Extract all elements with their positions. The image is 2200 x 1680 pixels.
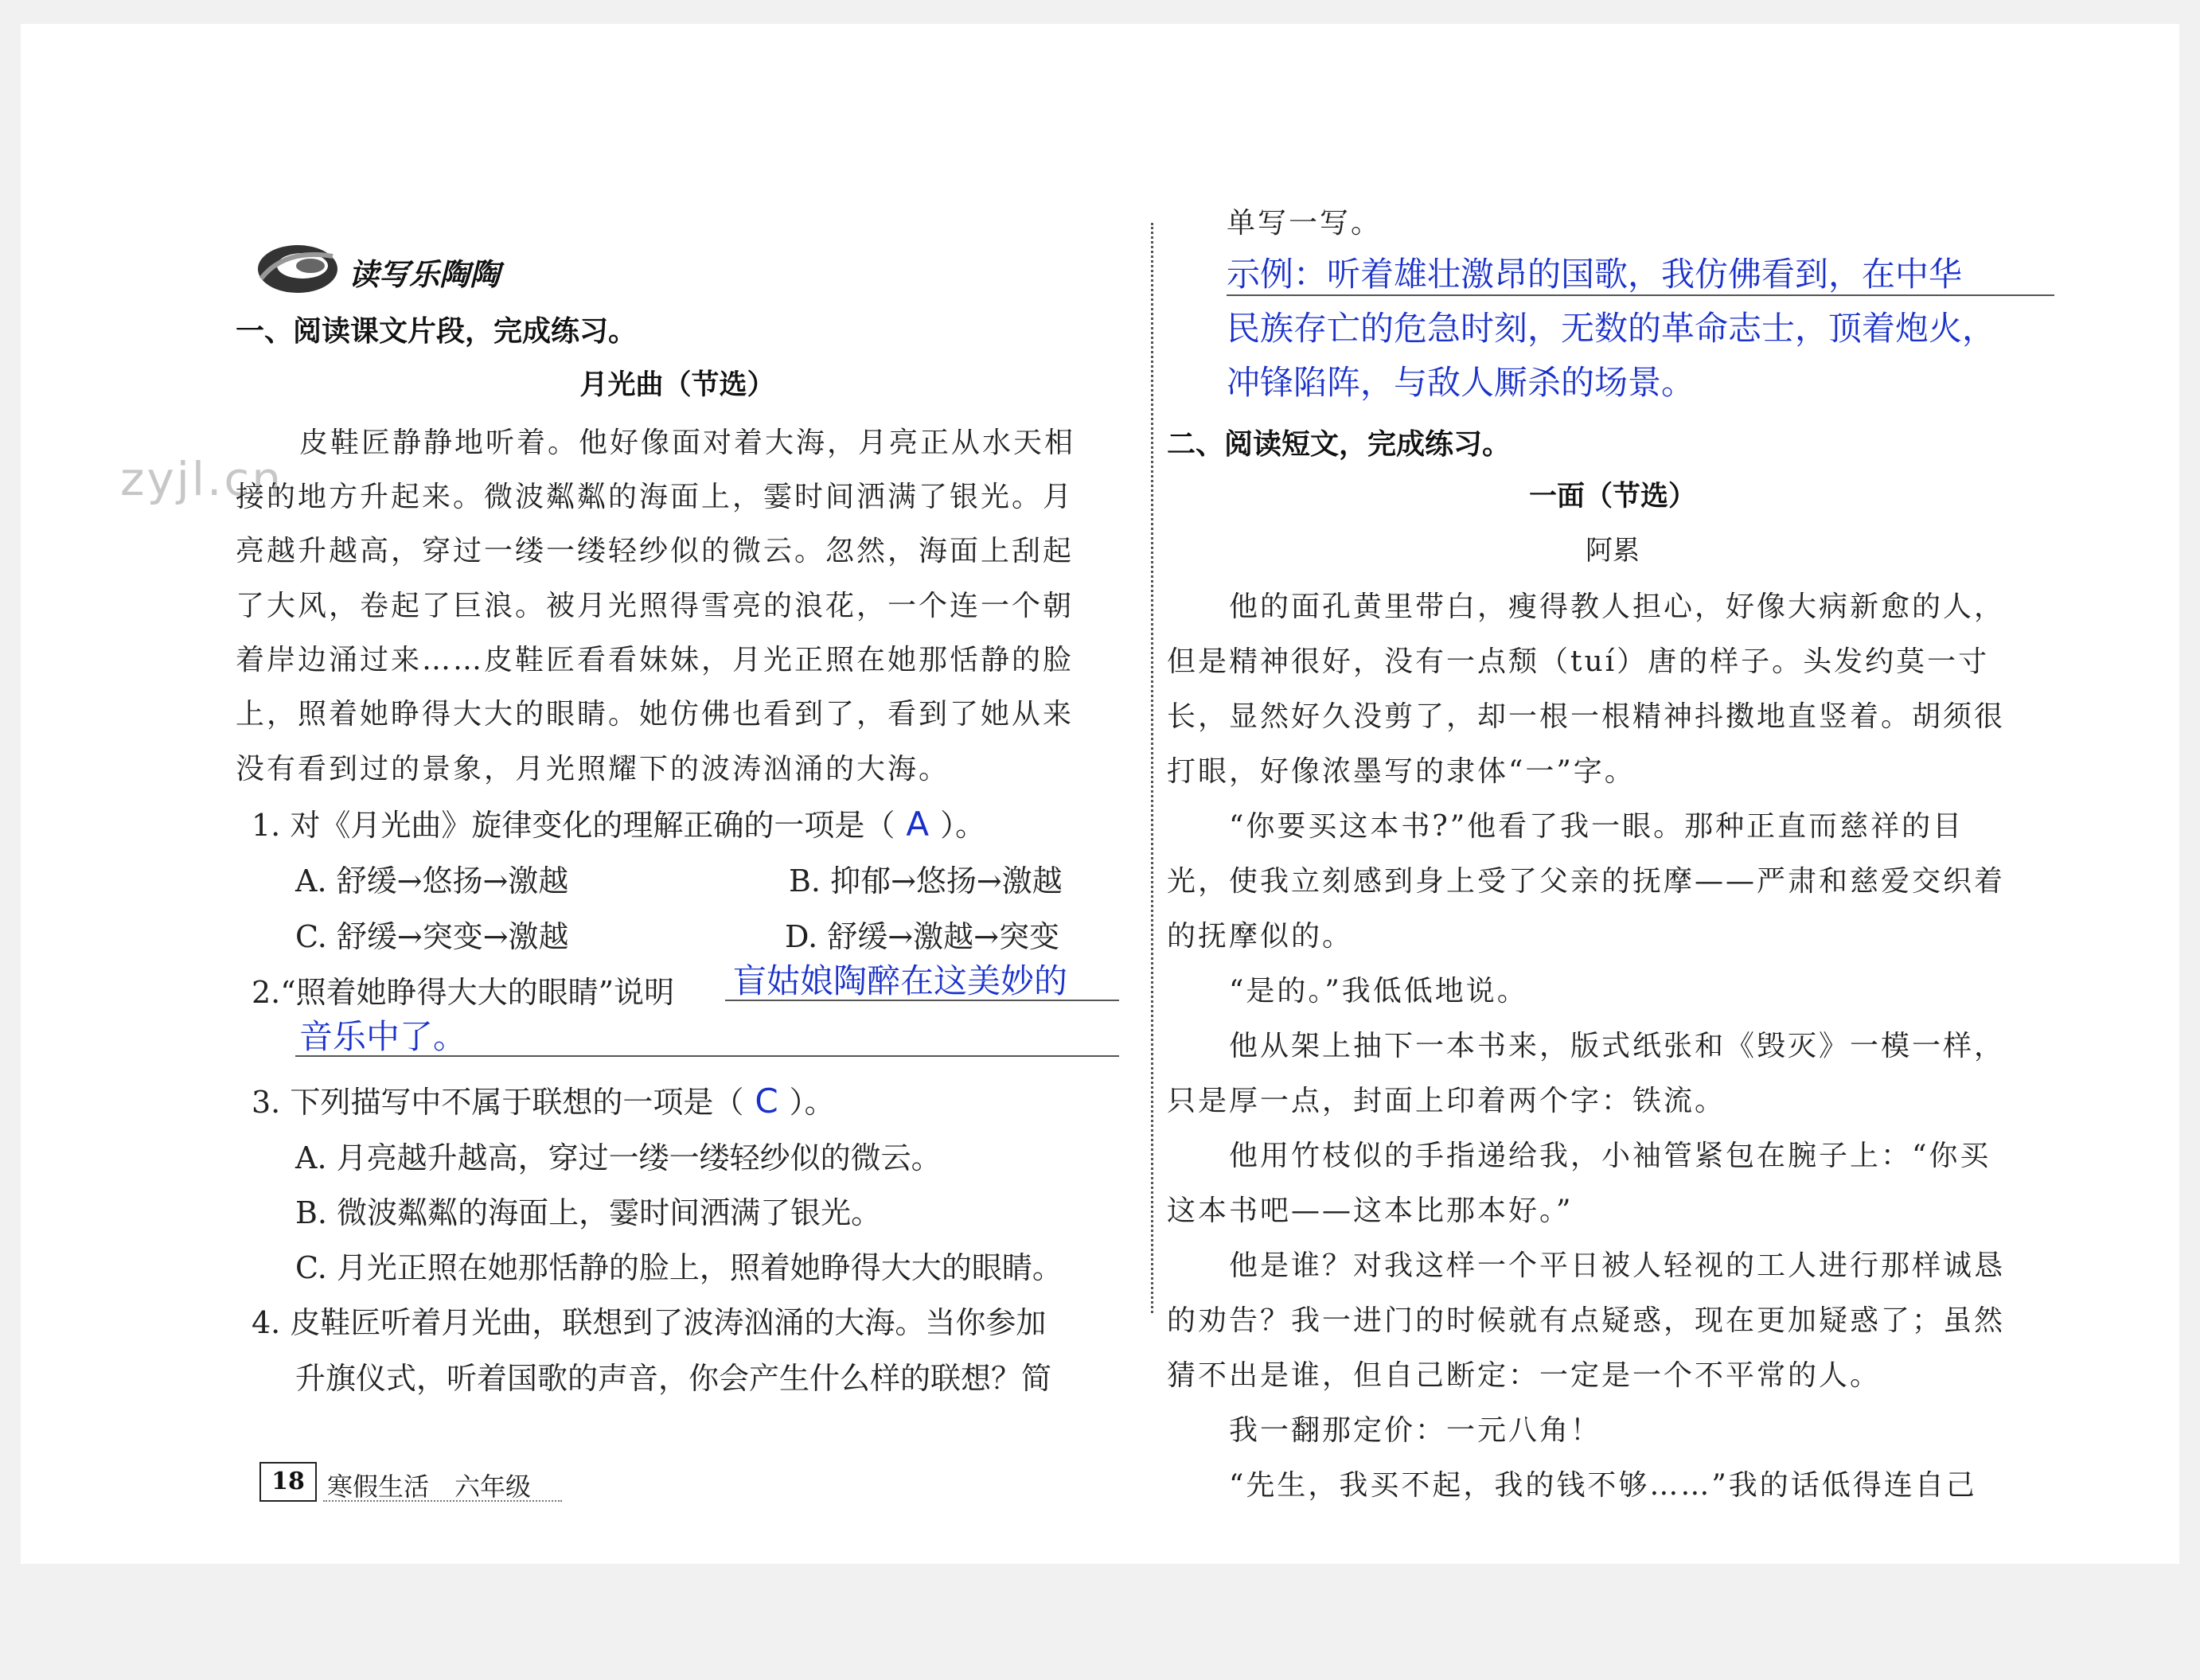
question-1-suffix: ）。 — [940, 808, 986, 843]
question-1-option-b: B. 抑郁→悠扬→激越 — [789, 863, 1063, 898]
passage-title-yimian: 一面（节选） — [1528, 481, 1696, 513]
section-heading-1: 一、阅读课文片段，完成练习。 — [236, 315, 638, 348]
page-number: 18 — [259, 1462, 317, 1502]
question-4-answer-line-3: 冲锋陷阵，与敌人厮杀的场景。 — [1227, 363, 1695, 402]
question-4-continuation: 单写一写。 — [1227, 207, 1383, 240]
question-3-suffix: ）。 — [789, 1085, 835, 1120]
passage-line: “先生，我买不起，我的钱不够……”我的话低得连自己 — [1229, 1469, 1977, 1502]
section-logo-title: 读写乐陶陶 — [349, 257, 501, 292]
question-3-option-c: C. 月光正照在她那恬静的脸上，照着她睁得大大的眼睛。 — [295, 1250, 1063, 1285]
passage-line: 上，照着她睁得大大的眼睛。她仿佛也看到了，看到了她从来 — [236, 698, 1075, 731]
question-2-answer-line-1: 盲姑娘陶醉在这美妙的 — [733, 961, 1068, 1000]
passage-line: 他从架上抽下一本书来，版式纸张和《毁灭》一模一样， — [1229, 1030, 2006, 1062]
workbook-page-spread — [21, 24, 2179, 1564]
section-logo — [253, 232, 524, 304]
watermark: zyjl.cn — [120, 452, 284, 506]
passage-line: 这本书吧——这本比那本好。” — [1167, 1195, 1574, 1227]
question-3-option-b: B. 微波粼粼的海面上，霎时间洒满了银光。 — [295, 1195, 882, 1230]
passage-line: 我一翻那定价：一元八角！ — [1229, 1414, 1602, 1447]
passage-line: 光，使我立刻感到身上受了父亲的抚摩——严肃和慈爱交织着 — [1167, 865, 2006, 898]
passage-author: 阿累 — [1586, 535, 1640, 567]
question-3 — [252, 1078, 835, 1121]
question-1-option-a: A. 舒缓→悠扬→激越 — [295, 863, 569, 898]
question-3-answer: C — [755, 1082, 778, 1121]
passage-line: 长，显然好久没剪了，却一根一根精神抖擞地直竖着。胡须很 — [1167, 700, 2006, 733]
answer-underline — [295, 1055, 1119, 1057]
passage-line: 的劝告？我一进门的时候就有点疑惑，现在更加疑惑了；虽然 — [1167, 1304, 2006, 1337]
passage-line: 没有看到过的景象，月光照耀下的波涛汹涌的大海。 — [236, 753, 950, 785]
passage-line: 只是厚一点，封面上印着两个字：铁流。 — [1167, 1085, 1726, 1117]
swirl-logo-icon — [253, 232, 345, 304]
passage-line: 的抚摩似的。 — [1167, 920, 1354, 953]
passage-line: 他用竹枝似的手指递给我，小袖管紧包在腕子上：“你买 — [1229, 1140, 1991, 1172]
passage-line: 猜不出是谁，但自己断定：一定是一个不平常的人。 — [1167, 1359, 1882, 1392]
passage-line: 了大风，卷起了巨浪。被月光照得雪亮的浪花，一个连一个朝 — [236, 590, 1075, 622]
passage-line: 打眼，好像浓墨写的隶体“一”字。 — [1167, 755, 1636, 788]
book-title: 寒假生活 六年级 — [327, 1471, 532, 1502]
question-2-answer-line-2: 音乐中了。 — [299, 1017, 467, 1056]
question-1-text: 1. 对《月光曲》旋律变化的理解正确的一项是（ — [252, 808, 895, 843]
question-1-answer: A — [906, 805, 930, 844]
passage-line: 他是谁？对我这样一个平日被人轻视的工人进行那样诚恳 — [1229, 1249, 2006, 1282]
passage-line: 皮鞋匠静静地听着。他好像面对着大海，月亮正从水天相 — [299, 427, 1076, 459]
passage-line: “你要买这本书?”他看了我一眼。那种正直而慈祥的目 — [1229, 810, 1964, 843]
passage-line: 亮越升越高，穿过一缕一缕轻纱似的微云。忽然，海面上刮起 — [236, 535, 1075, 567]
question-4-line-1: 4. 皮鞋匠听着月光曲，联想到了波涛汹涌的大海。当你参加 — [252, 1305, 1047, 1340]
question-1-option-c: C. 舒缓→突变→激越 — [295, 919, 569, 954]
question-4-answer-line-2: 民族存亡的危急时刻，无数的革命志士，顶着炮火， — [1227, 309, 1996, 348]
passage-line: 但是精神很好，没有一点颓（tuí）唐的样子。头发约莫一寸 — [1167, 645, 1990, 678]
question-2-text: 2.“照着她睁得大大的眼睛”说明 — [252, 975, 675, 1010]
question-3-option-a: A. 月亮越升越高，穿过一缕一缕轻纱似的微云。 — [295, 1140, 942, 1175]
passage-line: 着岸边涌过来……皮鞋匠看看妹妹，月光正照在她那恬静的脸 — [236, 644, 1075, 676]
footer-dotted-rule — [323, 1500, 562, 1502]
question-3-text: 3. 下列描写中不属于联想的一项是（ — [252, 1085, 744, 1120]
answer-underline — [725, 1000, 1119, 1001]
column-divider — [1151, 223, 1153, 1313]
passage-line: 接的地方升起来。微波粼粼的海面上，霎时间洒满了银光。月 — [236, 481, 1075, 513]
section-heading-2: 二、阅读短文，完成练习。 — [1167, 428, 1512, 461]
passage-line: “是的。”我低低地说。 — [1229, 975, 1528, 1008]
passage-line: 他的面孔黄里带白，瘦得教人担心，好像大病新愈的人， — [1229, 591, 2006, 623]
question-1 — [252, 801, 985, 844]
question-4-answer-line-1: 示例：听着雄壮激昂的国歌，我仿佛看到，在中华 — [1227, 255, 1963, 294]
answer-underline — [1227, 294, 2054, 296]
passage-title-moonlight: 月光曲（节选） — [579, 369, 775, 401]
question-1-option-d: D. 舒缓→激越→突变 — [785, 919, 1059, 954]
question-4-line-2: 升旗仪式，听着国歌的声音，你会产生什么样的联想？简 — [295, 1361, 1052, 1396]
